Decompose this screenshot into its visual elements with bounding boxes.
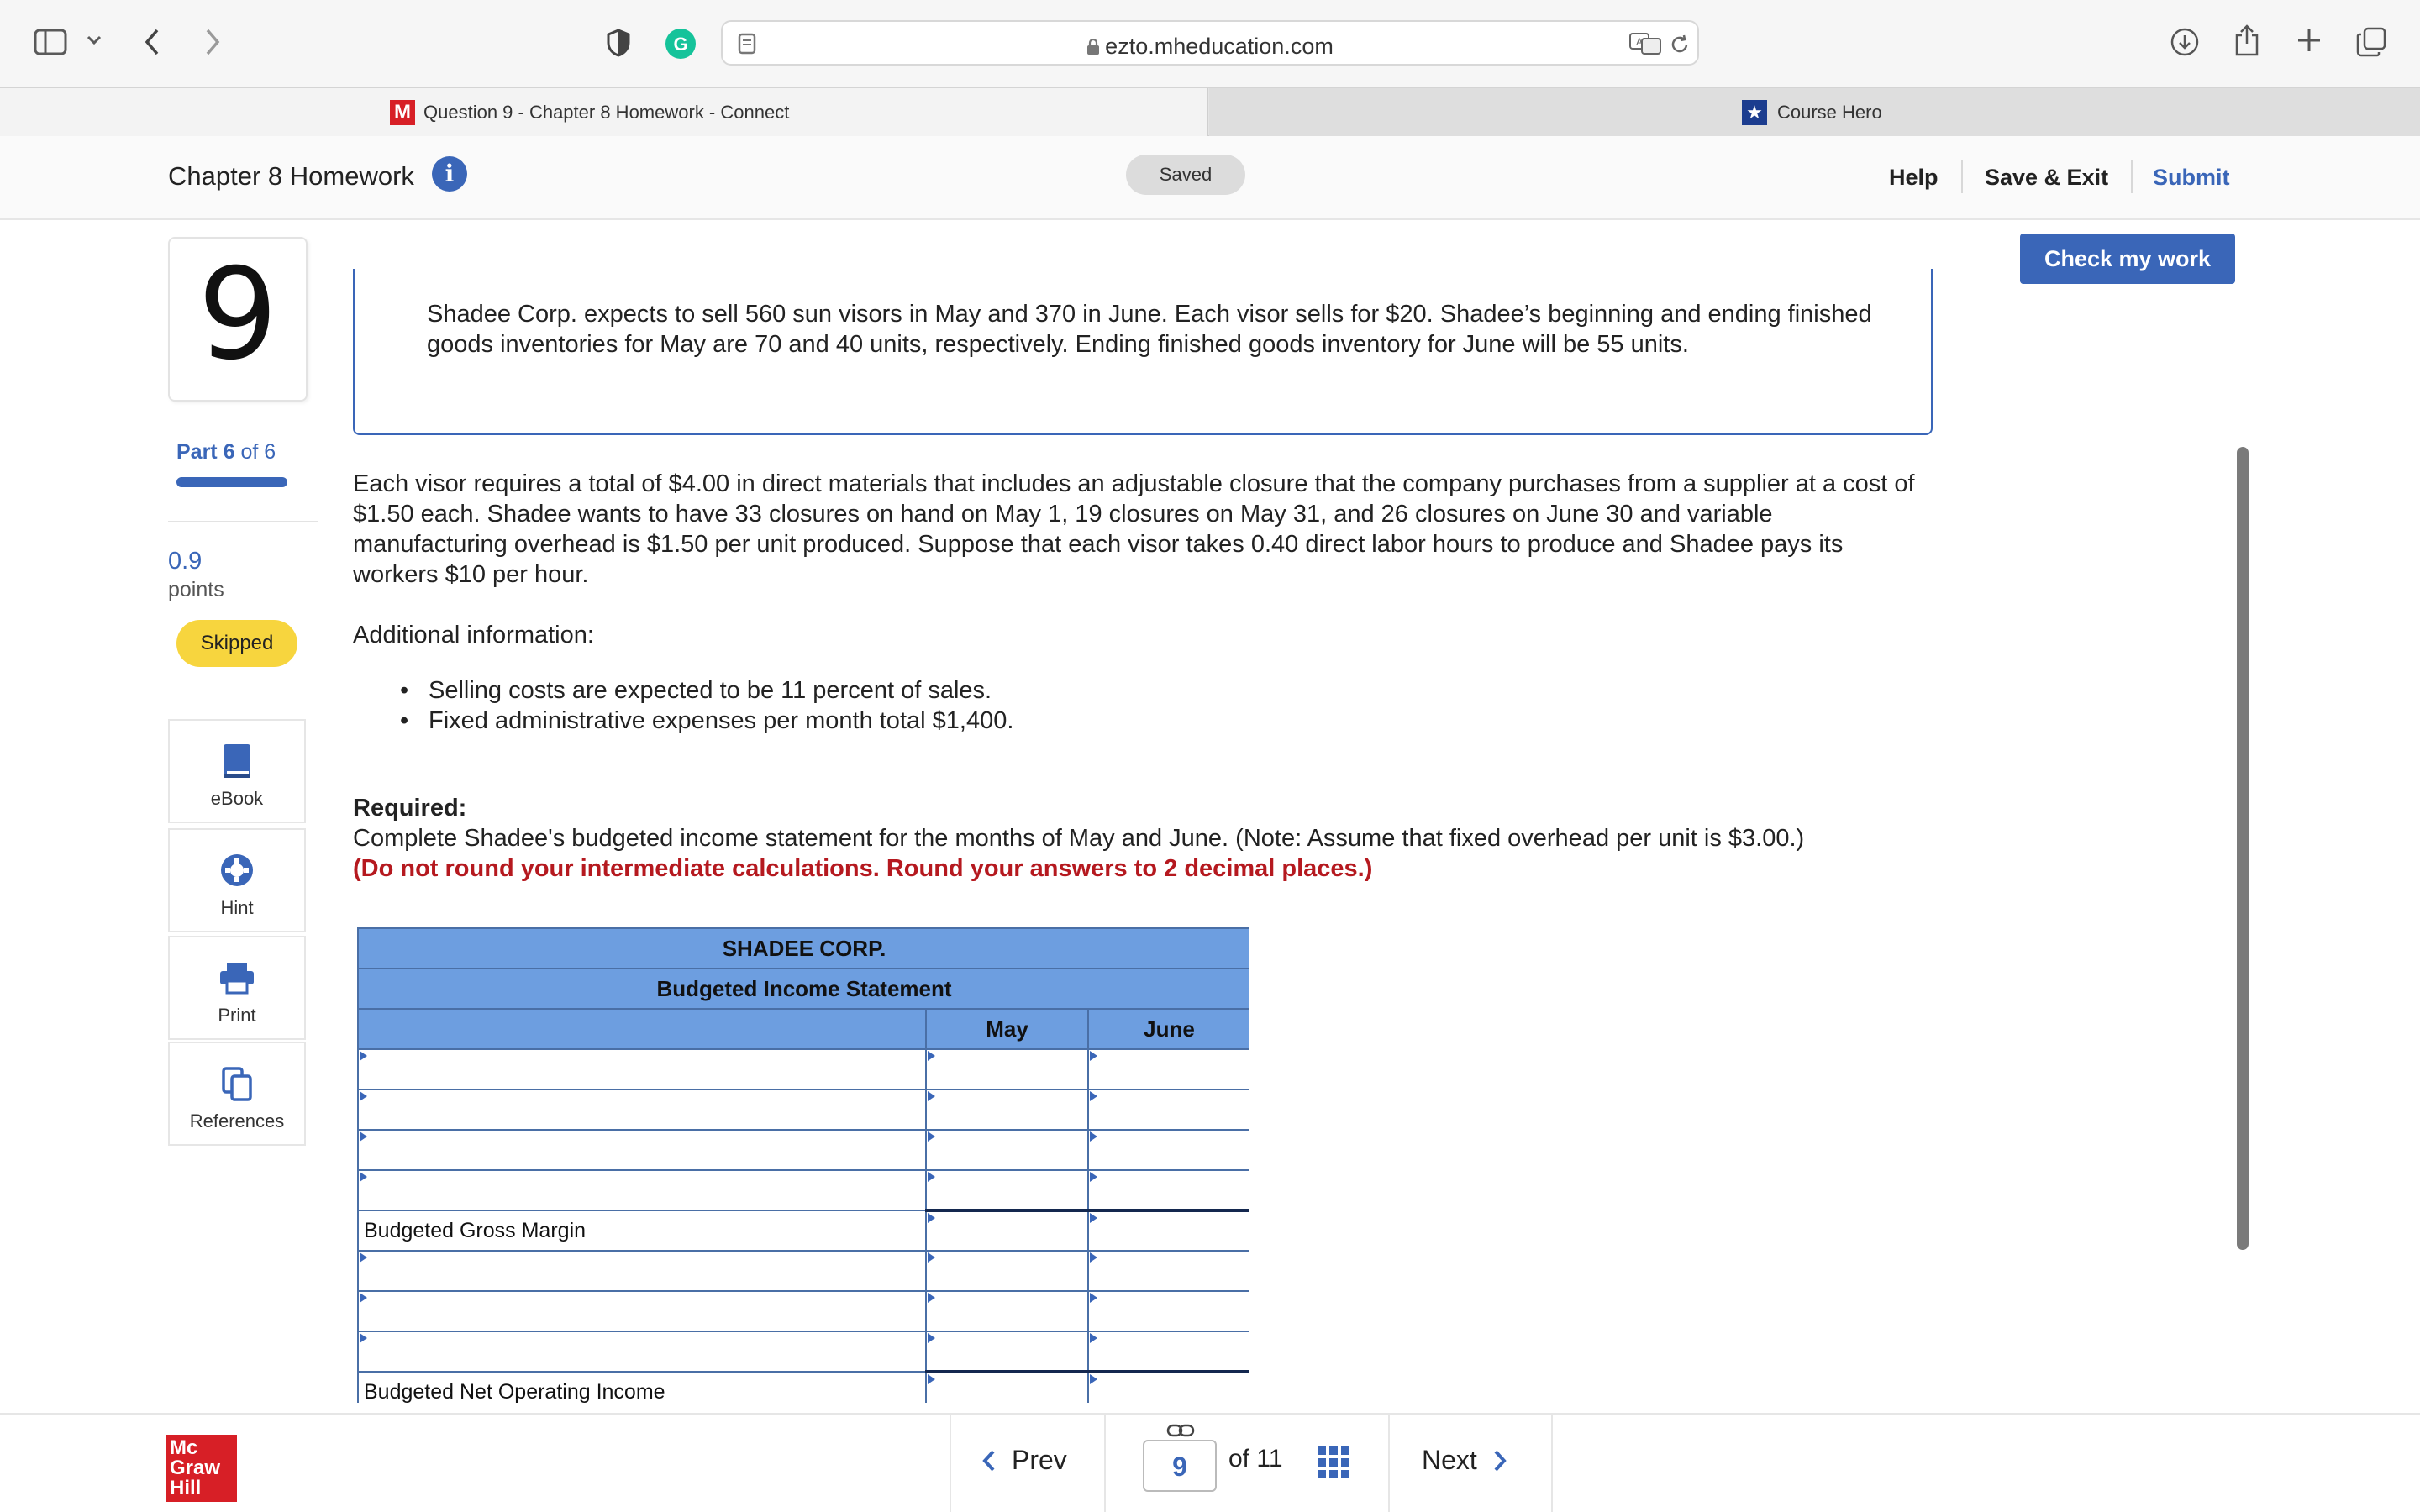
company-name: SHADEE CORP. xyxy=(358,928,1249,969)
question-number: 9 xyxy=(197,242,278,388)
income-statement-table xyxy=(357,927,1249,1403)
part-current: 6 xyxy=(223,440,235,464)
header-blank xyxy=(358,1009,926,1049)
address-bar[interactable] xyxy=(721,20,1699,66)
table-row xyxy=(358,1089,1249,1130)
gross-margin-label: Budgeted Gross Margin xyxy=(358,1210,926,1251)
june-input[interactable] xyxy=(1088,1291,1249,1331)
copy-icon xyxy=(220,1065,254,1102)
tab-connect[interactable] xyxy=(0,88,1208,137)
svg-text:A: A xyxy=(1636,36,1644,48)
points-label: points xyxy=(168,578,224,601)
download-icon[interactable] xyxy=(2168,25,2202,59)
label-dropdown[interactable] xyxy=(358,1331,926,1372)
question-details: Each visor requires a total of $4.00 in direct materials that includes an adjustable closure that the company purchases from a supplier at a cost of $1.50 each. Shadee wants to have 33 closures on hand on May 1, 19 closures on May 31, and 26 closures on June 30 and variable manufacturing overhead is $1.50 per unit produced. Suppose that each visor takes 0.40 direct labor hours to produce and Shadee pays its workers $10 per hour. xyxy=(353,470,1915,588)
divider xyxy=(950,1415,951,1512)
page-number-input[interactable]: 9 xyxy=(1143,1440,1217,1492)
logo-line: Graw xyxy=(170,1457,221,1479)
privacy-shield-icon[interactable] xyxy=(605,27,632,59)
hint-button[interactable] xyxy=(168,828,306,932)
sidebar-toggle-icon[interactable] xyxy=(34,27,67,57)
assignment-header xyxy=(0,136,2420,220)
save-exit-button[interactable]: Save & Exit xyxy=(1985,165,2109,190)
divider xyxy=(2131,160,2133,193)
divider xyxy=(1961,160,1963,193)
part-total: of 6 xyxy=(240,440,276,464)
question-number-card xyxy=(168,237,308,402)
may-input[interactable] xyxy=(926,1291,1088,1331)
references-button[interactable] xyxy=(168,1042,306,1146)
check-my-work-button[interactable]: Check my work xyxy=(2020,234,2235,284)
page-total: of 11 xyxy=(1228,1445,1283,1473)
list-item: • Selling costs are expected to be 11 percent of sales. xyxy=(395,675,1013,706)
june-input[interactable] xyxy=(1088,1331,1249,1372)
forward-icon[interactable] xyxy=(200,25,225,59)
printer-icon xyxy=(218,959,255,996)
references-label: References xyxy=(189,1110,285,1131)
label-dropdown[interactable] xyxy=(358,1291,926,1331)
table-row xyxy=(358,1251,1249,1291)
table-row xyxy=(358,1331,1249,1372)
may-input[interactable] xyxy=(926,1251,1088,1291)
may-input[interactable] xyxy=(926,1210,1088,1251)
may-input[interactable] xyxy=(926,1130,1088,1170)
new-tab-icon[interactable] xyxy=(2294,25,2324,55)
required-section xyxy=(353,793,1933,884)
book-icon xyxy=(222,743,252,780)
chevron-right-icon xyxy=(1492,1449,1507,1473)
points-value: 0.9 xyxy=(168,548,203,575)
may-input[interactable] xyxy=(926,1372,1088,1403)
additional-info-heading: Additional information: xyxy=(353,622,594,648)
back-icon[interactable] xyxy=(139,25,165,59)
divider xyxy=(1388,1415,1390,1512)
col-header-june: June xyxy=(1088,1009,1249,1049)
grammarly-icon[interactable] xyxy=(664,27,697,60)
list-item: • Fixed administrative expenses per month total $1,400. xyxy=(395,706,1013,736)
june-input[interactable] xyxy=(1088,1049,1249,1089)
additional-info-list xyxy=(395,675,1013,736)
mcgraw-hill-logo xyxy=(166,1435,237,1502)
next-label: Next xyxy=(1422,1445,1477,1475)
ebook-button[interactable] xyxy=(168,719,306,823)
divider xyxy=(1104,1415,1106,1512)
may-input[interactable] xyxy=(926,1331,1088,1372)
june-input[interactable] xyxy=(1088,1170,1249,1210)
june-input[interactable] xyxy=(1088,1130,1249,1170)
star-favicon-icon: ★ xyxy=(1742,100,1767,125)
tab-overview-icon[interactable] xyxy=(2354,25,2388,59)
required-text: Complete Shadee's budgeted income statement for the months of May and June. (Note: Assume that fixed overhead per unit is $3.00.) xyxy=(353,825,1805,852)
grid-icon[interactable] xyxy=(1318,1446,1349,1478)
col-header-may: May xyxy=(926,1009,1088,1049)
info-icon[interactable]: i xyxy=(432,156,467,192)
table-row xyxy=(358,1291,1249,1331)
chevron-down-icon[interactable] xyxy=(84,30,104,50)
may-input[interactable] xyxy=(926,1089,1088,1130)
ebook-label: eBook xyxy=(210,788,264,809)
required-heading: Required: xyxy=(353,795,467,822)
question-intro: Shadee Corp. expects to sell 560 sun visors in May and 370 in June. Each visor sells for $20. Shadee’s beginning and ending finished goods inventories for May are 70 and 40 units, respectively. Ending finished goods inventory for June will be 55 units. xyxy=(427,301,1872,358)
lifebuoy-icon xyxy=(218,852,255,889)
print-button[interactable] xyxy=(168,936,306,1040)
scrollbar-thumb[interactable] xyxy=(2237,447,2249,1250)
label-dropdown[interactable] xyxy=(358,1130,926,1170)
table-row xyxy=(358,1210,1249,1251)
part-indicator xyxy=(176,440,276,465)
share-icon[interactable] xyxy=(2232,22,2262,59)
may-input[interactable] xyxy=(926,1170,1088,1210)
prev-label: Prev xyxy=(1012,1445,1067,1475)
may-input[interactable] xyxy=(926,1049,1088,1089)
table-row xyxy=(358,1372,1249,1403)
svg-text:G: G xyxy=(673,34,688,55)
table-row xyxy=(358,1130,1249,1170)
tab-label: Course Hero xyxy=(1777,102,1882,123)
june-input[interactable] xyxy=(1088,1089,1249,1130)
question-navigation xyxy=(0,1413,2420,1512)
hint-label: Hint xyxy=(220,897,254,918)
june-input[interactable] xyxy=(1088,1251,1249,1291)
label-dropdown[interactable] xyxy=(358,1089,926,1130)
rounding-note: (Do not round your intermediate calculations. Round your answers to 2 decimal places.) xyxy=(353,855,1373,882)
label-dropdown[interactable] xyxy=(358,1170,926,1210)
tab-bar xyxy=(0,87,2420,136)
label-dropdown[interactable] xyxy=(358,1251,926,1291)
net-income-label: Budgeted Net Operating Income xyxy=(358,1372,926,1403)
saved-status: Saved xyxy=(1126,155,1245,195)
chevron-left-icon xyxy=(981,1449,997,1473)
next-button[interactable] xyxy=(1422,1445,1507,1476)
submit-button[interactable]: Submit xyxy=(2153,165,2230,190)
table-row xyxy=(358,1170,1249,1210)
divider xyxy=(168,521,318,522)
label-dropdown[interactable] xyxy=(358,1049,926,1089)
statement-title: Budgeted Income Statement xyxy=(358,969,1249,1009)
part-progress-bar xyxy=(176,477,287,487)
divider xyxy=(1551,1415,1553,1512)
tab-label: Question 9 - Chapter 8 Homework - Connect xyxy=(424,102,790,123)
assignment-title: Chapter 8 Homework xyxy=(168,161,414,191)
june-input[interactable] xyxy=(1088,1372,1249,1403)
url-value: ezto.mheducation.com xyxy=(1105,34,1334,59)
part-label: Part xyxy=(176,440,218,464)
translate-icon[interactable] xyxy=(1628,32,1662,55)
table-row xyxy=(358,1049,1249,1089)
logo-line: Hill xyxy=(170,1477,202,1499)
reload-icon[interactable] xyxy=(1667,32,1692,57)
status-badge: Skipped xyxy=(176,620,297,667)
browser-toolbar xyxy=(0,0,2420,87)
lock-icon xyxy=(1086,39,1100,55)
mcgraw-favicon-icon: M xyxy=(390,100,415,125)
print-label: Print xyxy=(218,1005,256,1026)
logo-line: Mc xyxy=(170,1436,198,1459)
prev-button[interactable] xyxy=(981,1445,1067,1476)
question-intro-box xyxy=(353,269,1933,435)
june-input[interactable] xyxy=(1088,1210,1249,1251)
help-button[interactable]: Help xyxy=(1889,165,1939,190)
tab-course-hero[interactable] xyxy=(1209,88,2420,137)
url-text xyxy=(723,34,1697,60)
